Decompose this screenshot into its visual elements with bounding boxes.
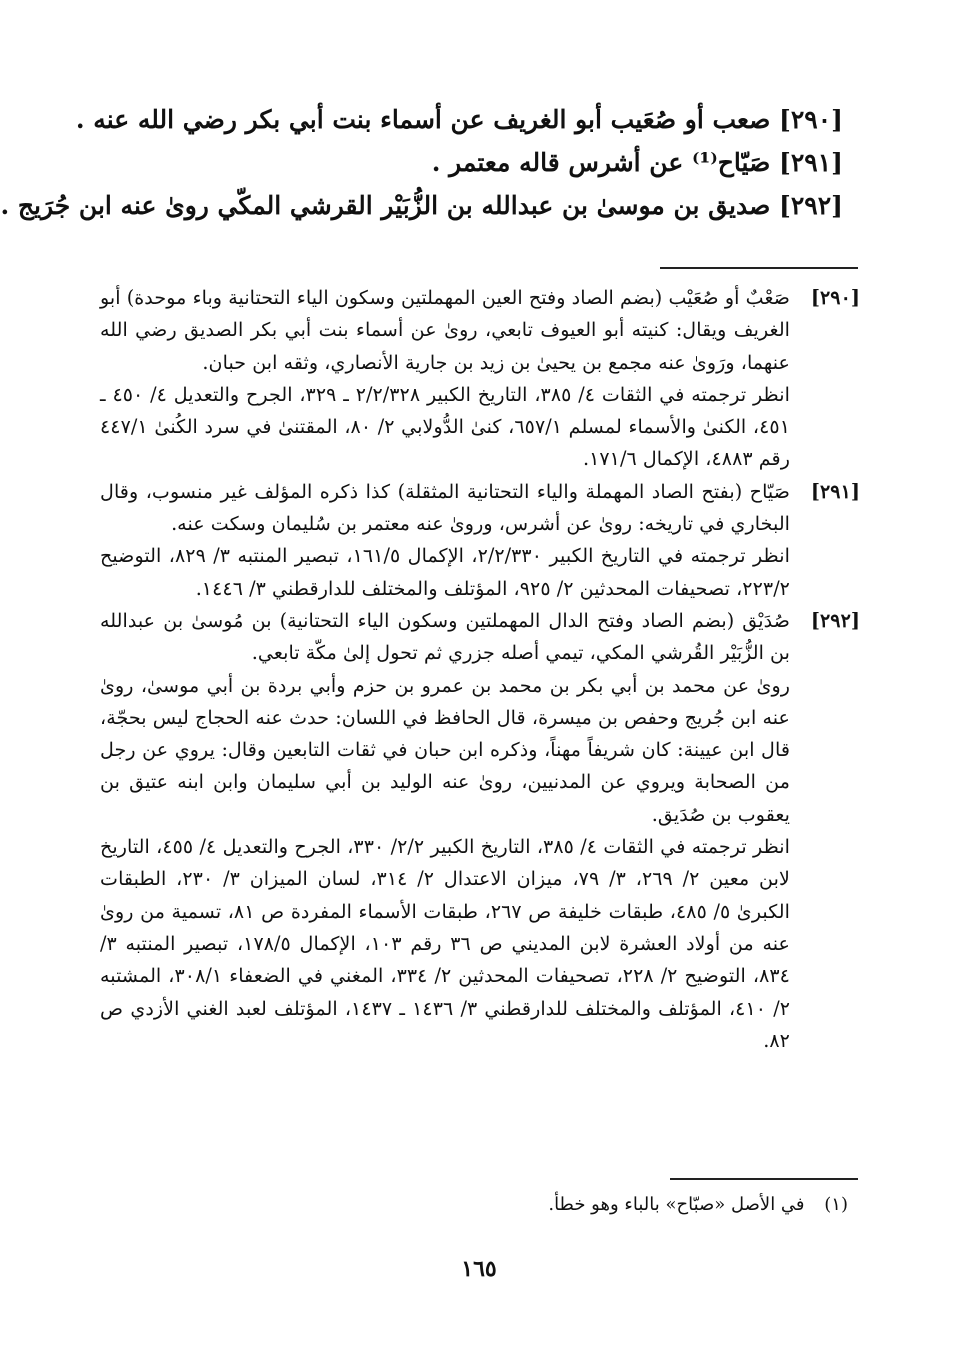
main-entry-290: [٢٩٠] صعب أو صُعَيب أبو الغريف عن أسماء بنت أبي بكر رضي الله عنه . [75,105,843,134]
note-references: انظر ترجمته في التاريخ الكبير ٢/٢/٣٣٠، الإكمال ١٦١/٥، تبصير المنتبه ٣/ ٨٢٩، التوضيح ٢٢٣/٢، تصحيفات المحدثين ٢/ ٩٢٥، المؤتلف والمختلف للدارقطني ٣/ ١٤٤٦. [100,544,790,600]
note-291 [100,476,860,605]
note-number: [٢٩٢] [810,608,860,632]
main-entry-291: [٢٩١] صَيّاح⁽¹⁾ عن أشرس قاله معتمر . [431,148,843,177]
note-paragraph: صَعْبٌ أو صُعَيْب (بضم الصاد وفتح العين المهملتين وسكون الياء التحتانية وباء موحدة) أبو الغريف ويقال: كنيته أبو العيوف تابعي، روىٰ عن أسماء بنت أبي بكر الصديق رضي الله عنهما، ورَوىٰ عنه مجمع بن يحيىٰ بن زيد بن جارية الأنصاري، وثقه ابن حبان. [100,286,790,374]
footnote-text: في الأصل «صبّاح» بالباء وهو خطأ. [548,1194,805,1215]
note-number: [٢٩١] [810,479,860,503]
main-entry-292: [٢٩٢] صديق بن موسىٰ بن عبدالله بن الزُّبَيْر القرشي المكّي روىٰ عنه ابن جُرَيج . [0,191,843,220]
page-number: ١٦٥ [461,1256,497,1282]
main-entries [0,98,843,227]
notes-separator-rule [660,267,858,269]
note-292 [100,605,860,1057]
footnote-separator-rule [670,1178,858,1180]
notes-section [100,282,860,1057]
note-references: انظر ترجمته في الثقات ٤/ ٣٨٥، التاريخ الكبير ٢/٢/ ٣٣٠، الجرح والتعديل ٤/ ٤٥٥، التاريخ لابن معين ٢/ ٢٦٩، ٣/ ٧٩، ميزان الاعتدال ٢/ ٣١٤، لسان الميزان ٣/ ٢٣٠، الطبقات الكبرىٰ ٥/ ٤٨٥، طبقات خليفة ص ٢٦٧، طبقات الأسماء المفردة ص ٨١، تسمية من روىٰ عنه من أولاد العشرة لابن المديني ص ٣٦ رقم ١٠٣، الإكمال ١٧٨/٥، تبصير المنتبه ٣/ ٨٣٤، التوضيح ٢/ ٢٢٨، تصحيفات المحدثين ٢/ ٣٣٤، المغني في الضعفاء ٣٠٨/١، المشتبه ٢/ ٤١٠، المؤتلف والمختلف للدارقطني ٣/ ١٤٣٦ ـ ١٤٣٧، المؤتلف لعبد الغني الأزدي ص ٨٢. [100,835,790,1052]
note-290 [100,282,860,476]
note-paragraph: روىٰ عن محمد بن أبي بكر بن محمد بن عمرو بن حزم وأبي بردة بن أبي موسىٰ، روىٰ عنه ابن جُريج وحفص بن ميسرة، قال الحافظ في اللسان: حدث عنه الحجاج ليس بحجّة، قال ابن عيينة: كان شريفاً مهناً، وذكره ابن حبان في ثقات التابعين وقال: يروي عن رجل من الصحابة ويروي عن المدنيين، روىٰ عنه الوليد بن أبي سليمان وابن ابنه عتيق بن يعقوب بن صُدَيق. [100,673,790,826]
note-references: انظر ترجمته في الثقات ٤/ ٣٨٥، التاريخ الكبير ٢/٢/٣٢٨ ـ ٣٢٩، الجرح والتعديل ٤/ ٤٥٠ ـ ٤٥١، الكنىٰ والأسماء لمسلم ٦٥٧/١، كنىٰ الدُّولابي ٢/ ٨٠، المقتنىٰ في سرد الكُنىٰ ٤٤٧/١ رقم ٤٨٨٣، الإكمال ١٧١/٦. [100,382,790,471]
note-paragraph: صَيّاح (بفتح الصاد المهملة والياء التحتانية المثقلة) كذا ذكره المؤلف غير منسوب، وقال البخاري في تاريخه: روىٰ عن أشرس، وروىٰ عنه معتمر بن سُليمان وسكت عنه. [100,479,790,536]
note-number: [٢٩٠] [810,286,860,309]
note-paragraph: صُدَيْق (بضم الصاد وفتح الدال المهملتين وسكون الياء التحتانية) بن مُوسىٰ بن عبدالله بن الزُّبَيْر القُرشي المكي، تيمي أصله جزري ثم تحول إلىٰ مكّة تابعي. [100,608,790,665]
footnote [548,1190,848,1220]
footnote-number: (١) [824,1194,848,1215]
